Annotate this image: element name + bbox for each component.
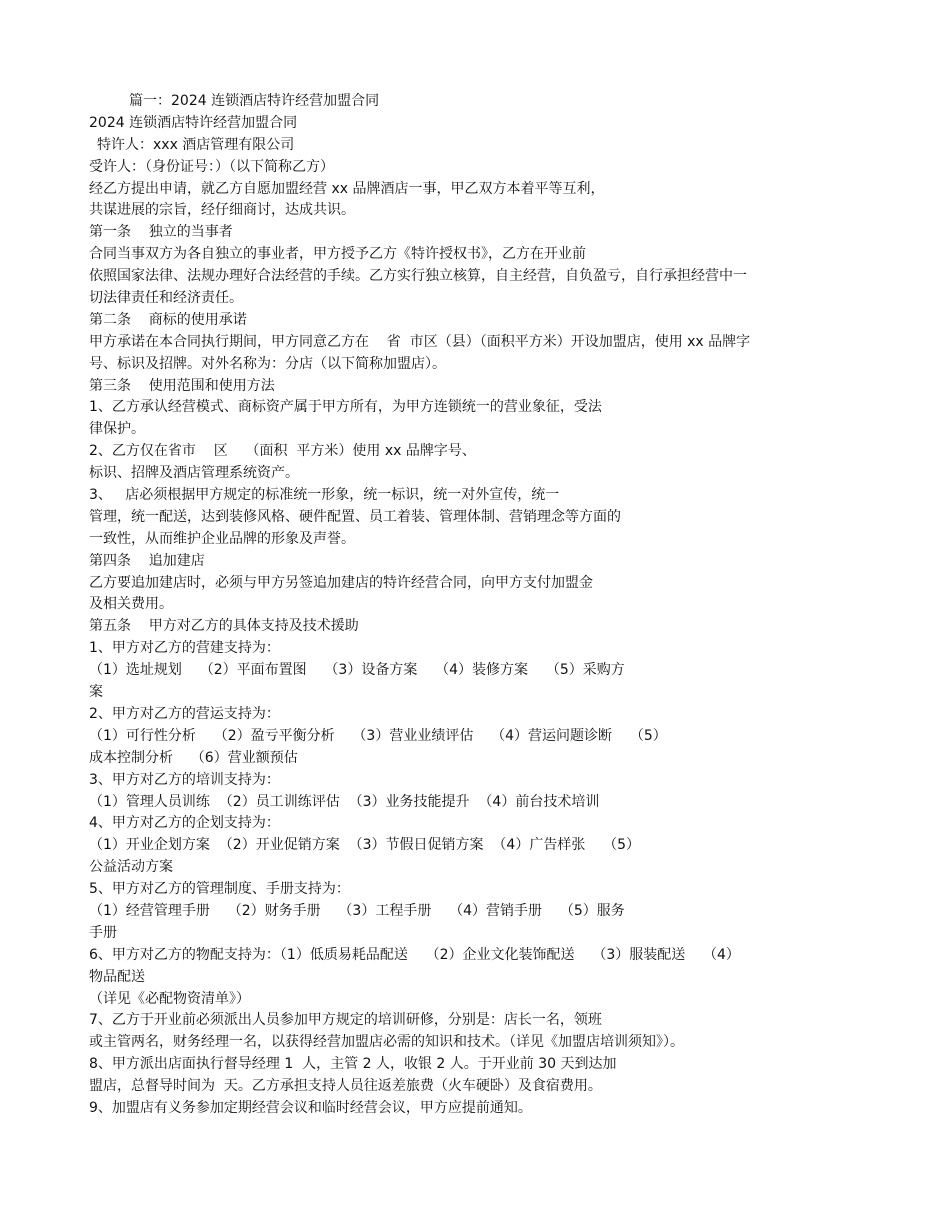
article-heading: 第四条 追加建店 [89,552,205,569]
paragraph-line: 号、标识及招牌。对外名称为：分店（以下简称加盟店）。 [89,355,446,372]
paragraph-line: 合同当事双方为各自独立的事业者，甲方授予乙方《特许授权书》，乙方在开业前 [89,246,586,263]
article-heading: 第三条 使用范围和使用方法 [89,377,275,394]
document-title: 篇一：2024 连锁酒店特许经营加盟合同 [129,93,380,109]
list-item: 4、甲方对乙方的企划支持为： [89,815,280,832]
list-item: 1、甲方对乙方的营建支持为： [89,640,280,657]
list-item: 成本控制分析 （6）营业额预估 [89,749,298,766]
list-item: （详见《必配物资清单》） [89,990,250,1007]
paragraph-line: 8、甲方派出店面执行督导经理 1 人，主管 2 人，收银 2 人。于开业前 30 天到达加 [89,1056,617,1073]
paragraph-line: 切法律责任和经济责任。 [89,290,243,307]
paragraph-line: 或主管两名，财务经理一名，以获得经营加盟店必需的知识和技术。（详见《加盟店培训须知》）。 [89,1034,684,1051]
paragraph-line: 3、 店必须根据甲方规定的标准统一形象，统一标识，统一对外宣传，统一 [89,487,560,504]
list-item: （1）选址规划 （2）平面布置图 （3）设备方案 （4）装修方案 （5）采购方 [89,662,625,679]
contract-title: 2024 连锁酒店特许经营加盟合同 [89,114,298,131]
list-item: 手册 [89,924,117,941]
paragraph-line: 管理，统一配送，达到装修风格、硬件配置、员工着装、管理体制、营销理念等方面的 [89,508,621,525]
list-item: 2、甲方对乙方的营运支持为： [89,705,280,722]
paragraph-line: 及相关费用。 [89,596,173,613]
paragraph-line: 甲方承诺在本合同执行期间，甲方同意乙方在 省 市区（县）（面积平方米）开设加盟店，使用 xx 品牌字 [89,333,751,350]
licensor-line: 特许人：xxx 酒店管理有限公司 [97,136,295,153]
list-item: 物品配送 [89,968,145,985]
list-item: 公益活动方案 [89,859,173,876]
list-item: 案 [89,684,103,701]
paragraph-line: 9、加盟店有义务参加定期经营会议和临时经营会议，甲方应提前通知。 [89,1099,532,1116]
list-item: （1）开业企划方案 （2）开业促销方案 （3）节假日促销方案 （4）广告样张 （5） [89,837,641,854]
paragraph-line: 一致性，从而维护企业品牌的形象及声誉。 [89,530,355,547]
paragraph-line: 依照国家法律、法规办理好合法经营的手续。乙方实行独立核算，自主经营，自负盈亏，自行承担经营中一 [89,268,747,285]
licensee-line: 受许人：（身份证号：）（以下简称乙方） [89,158,334,175]
list-item: （1）经营管理手册 （2）财务手册 （3）工程手册 （4）营销手册 （5）服务 [89,902,625,919]
preamble-line: 经乙方提出申请，就乙方自愿加盟经营 xx 品牌酒店一事，甲乙双方本着平等互利， [89,180,605,197]
article-heading: 第二条 商标的使用承诺 [89,311,247,328]
paragraph-line: 标识、招牌及酒店管理系统资产。 [89,465,299,482]
list-item: 6、甲方对乙方的物配支持为：（1）低质易耗品配送 （2）企业文化装饰配送 （3）服装配送 （4） [89,946,740,963]
article-heading: 第一条 独立的当事者 [89,224,233,241]
paragraph-line: 2、乙方仅在省市 区 （面积 平方米）使用 xx 品牌字号、 [89,443,476,460]
list-item: （1）管理人员训练 （2）员工训练评估 （3）业务技能提升 （4）前台技术培训 [89,793,600,810]
preamble-line: 共谋进展的宗旨，经仔细商讨，达成共识。 [89,202,355,219]
list-item: 5、甲方对乙方的管理制度、手册支持为： [89,881,350,898]
paragraph-line: 盟店，总督导时间为 天。乙方承担支持人员往返差旅费（火车硬卧）及食宿费用。 [89,1078,602,1095]
article-heading: 第五条 甲方对乙方的具体支持及技术援助 [89,618,359,635]
list-item: 3、甲方对乙方的培训支持为： [89,771,280,788]
paragraph-line: 7、乙方于开业前必须派出人员参加甲方规定的培训研修，分别是：店长一名，领班 [89,1012,602,1029]
paragraph-line: 律保护。 [89,421,145,438]
paragraph-line: 1、乙方承认经营模式、商标资产属于甲方所有，为甲方连锁统一的营业象征，受法 [89,399,602,416]
paragraph-line: 乙方要追加建店时，必须与甲方另签追加建店的特许经营合同，向甲方支付加盟金 [89,574,593,591]
list-item: （1）可行性分析 （2）盈亏平衡分析 （3）营业业绩评估 （4）营运问题诊断 （5） [89,727,667,744]
